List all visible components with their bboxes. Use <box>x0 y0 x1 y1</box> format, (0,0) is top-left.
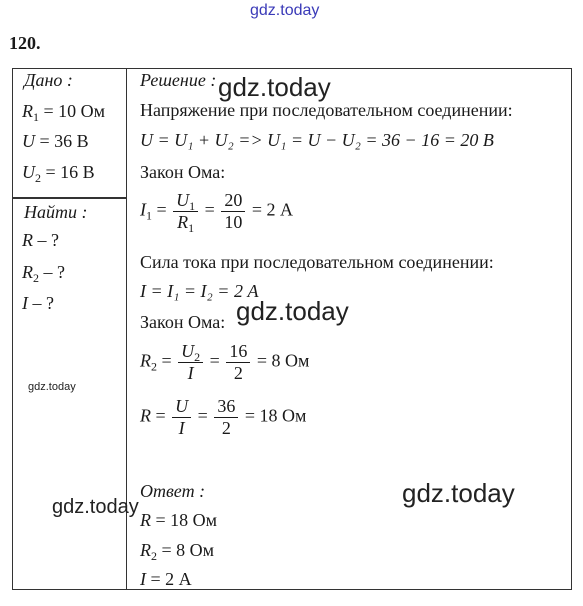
eq1-den: R <box>177 211 189 232</box>
answer-r-sym: R <box>140 510 151 530</box>
eq2-symbolic-fraction <box>178 341 203 383</box>
eq2-num: U <box>181 341 195 361</box>
find-i-sym: I <box>22 293 28 313</box>
series-current-text: Сила тока при последовательном соединении: <box>140 252 494 272</box>
ohm-law-label-1: Закон Ома: <box>140 162 226 182</box>
given-u2-sym: U <box>22 162 35 182</box>
eq3-den: I <box>178 417 185 438</box>
answer-r2-value: = 8 Ом <box>157 540 215 560</box>
find-r <box>22 230 59 251</box>
answer-i <box>140 569 192 590</box>
resistance-r2-equation: $R_2$ = $\frac{U_2}{I}$ = $\frac{16}{2}$ = 8 Ом <box>140 341 310 383</box>
answer-i-value: = 2 А <box>146 569 192 589</box>
find-r2-sym: R <box>22 262 33 282</box>
eq1-lhs: I <box>140 199 146 220</box>
watermark: gdz.today <box>218 72 331 102</box>
eq2-numeric-fraction <box>226 341 250 383</box>
eq2-num-sub: 2 <box>194 350 201 364</box>
answer-r2-sub: 2 <box>151 549 157 563</box>
eq1-result: = 2 А <box>251 199 293 220</box>
eq3-numeric-fraction <box>214 396 238 438</box>
eq3-lhs: R <box>140 405 151 426</box>
given-u2 <box>22 162 95 183</box>
eq2-lhs-sub: 2 <box>151 359 157 374</box>
eq1-den2: 10 <box>224 211 243 232</box>
voltage-equation: U = U₁ + U₂ => U₁ = U − U₂ = 36 − 16 = 20 В <box>140 130 494 150</box>
watermark: gdz.today <box>402 478 515 508</box>
eq1-lhs-sub: 1 <box>146 208 152 223</box>
current-equation: I = I₁ = I₂ = 2 А <box>140 281 259 301</box>
series-voltage-text: Напряжение при последовательном соединении: <box>140 100 513 120</box>
answer-heading: Ответ : <box>140 481 206 501</box>
answer-r2 <box>140 540 214 561</box>
eq2-lhs: R <box>140 350 151 371</box>
find-r2-sub: 2 <box>33 271 39 285</box>
eq3-num2: 36 <box>214 396 238 418</box>
find-i <box>22 293 54 314</box>
eq2-result: = 8 Ом <box>256 350 310 371</box>
watermark: gdz.today <box>236 296 349 326</box>
eq1-num-sub: 1 <box>189 199 196 213</box>
given-r1-sym: R <box>22 101 33 121</box>
eq2-den2: 2 <box>233 362 243 383</box>
given-r1-value: = 10 Ом <box>39 101 106 121</box>
given-u <box>22 131 89 152</box>
answer-r <box>140 510 217 531</box>
given-r1 <box>22 101 105 122</box>
find-r-q: – ? <box>33 230 59 250</box>
site-watermark-top: gdz.today <box>250 2 320 19</box>
given-r1-sub: 1 <box>33 110 39 124</box>
current-i1-equation: $I_1$ = $\frac{U_1}{R_1}$ = $\frac{20}{10}$ = 2 А <box>140 190 293 235</box>
answer-i-sym: I <box>140 569 146 589</box>
answer-r2-sym: R <box>140 540 151 560</box>
eq1-symbolic-fraction <box>173 190 198 235</box>
eq1-num: U <box>176 190 190 210</box>
find-r2 <box>22 262 65 283</box>
given-u-sym: U <box>22 131 35 151</box>
eq2-num2: 16 <box>226 341 250 363</box>
find-r2-q: – ? <box>39 262 65 282</box>
eq3-den2: 2 <box>221 417 231 438</box>
watermark: gdz.today <box>28 381 76 393</box>
eq3-result: = 18 Ом <box>244 405 307 426</box>
given-find-divider <box>12 197 127 199</box>
watermark: gdz.today <box>52 496 139 518</box>
find-heading: Найти : <box>24 202 88 222</box>
find-i-q: – ? <box>28 293 54 313</box>
eq2-den: I <box>187 362 194 383</box>
answer-r-value: = 18 Ом <box>151 510 218 530</box>
eq3-num: U <box>172 396 191 418</box>
find-r-sym: R <box>22 230 33 250</box>
eq1-den-sub: 1 <box>188 220 195 235</box>
solution-heading: Решение : <box>140 70 217 90</box>
given-heading: Дано : <box>24 70 73 90</box>
eq1-numeric-fraction <box>221 190 245 232</box>
given-u2-value: = 16 В <box>41 162 95 182</box>
resistance-r-equation: R = $\frac{U}{I}$ = $\frac{36}{2}$ = 18 Ом <box>140 396 307 438</box>
given-u2-sub: 2 <box>35 171 41 185</box>
ohm-law-label-2: Закон Ома: <box>140 312 226 332</box>
eq1-num2: 20 <box>221 190 245 212</box>
eq3-symbolic-fraction <box>172 396 191 438</box>
given-u-value: = 36 В <box>35 131 89 151</box>
problem-number: 120. <box>9 33 41 53</box>
